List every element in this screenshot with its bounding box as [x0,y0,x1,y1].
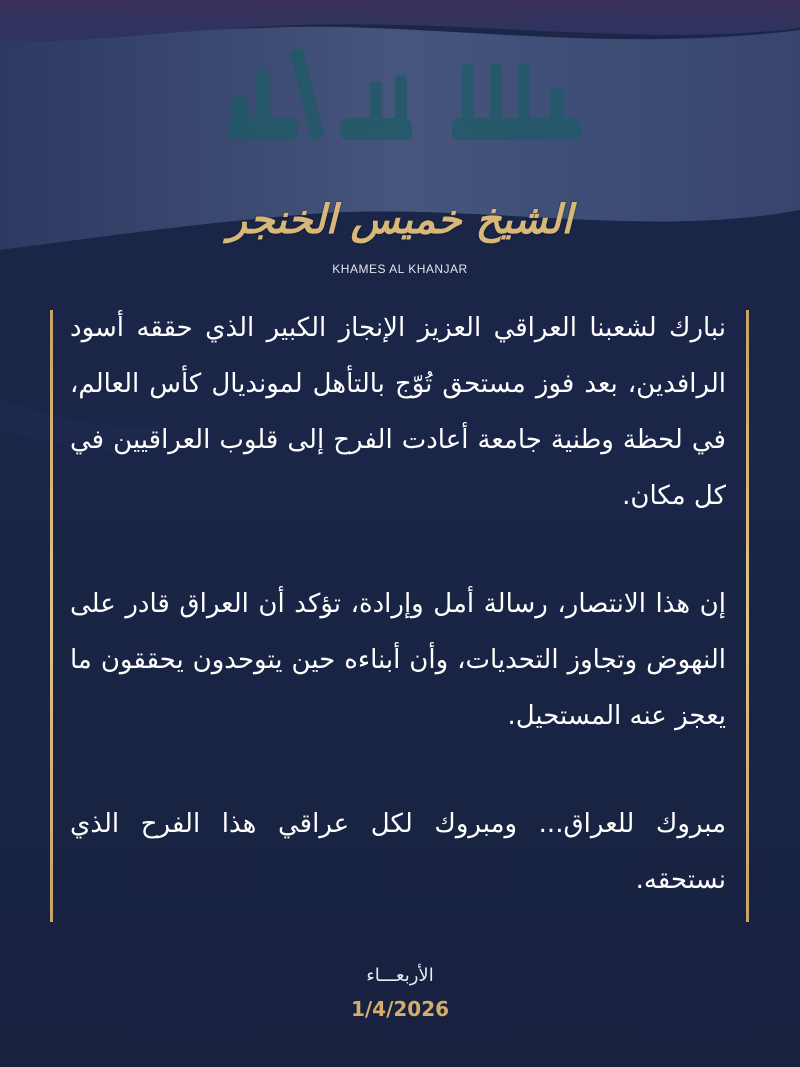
right-gold-divider [746,310,749,922]
statement-body [70,300,726,908]
name-latin: KHAMES AL KHANJAR [332,262,468,276]
left-gold-divider [50,310,53,922]
name-arabic: الشيخ خميس الخنجر [227,196,573,243]
paragraph: إن هذا الانتصار، رسالة أمل وإرادة، تؤكد أن العراق قادر على النهوض وتجاوز التحديات، وأن أبناءه حين يتوحدون يحققون ما يعجز عنه المستحيل. [70,589,726,731]
paragraph: مبروك للعراق... ومبروك لكل عراقي هذا الفرح الذي نستحقه. [70,809,726,895]
day-label: الأربعـــاء [366,965,434,986]
calligraphy-name-logo [150,190,650,260]
paragraph: نبارك لشعبنا العراقي العزيز الإنجاز الكبير الذي حققه أسود الرافدين، بعد فوز مستحق تُوّج بالتأهل لمونديال كأس العالم، في لحظة وطنية جامعة أعادت الفرح إلى قلوب العراقيين في كل مكان. [70,313,726,511]
date-label: 1/4/2026 [350,997,450,1021]
